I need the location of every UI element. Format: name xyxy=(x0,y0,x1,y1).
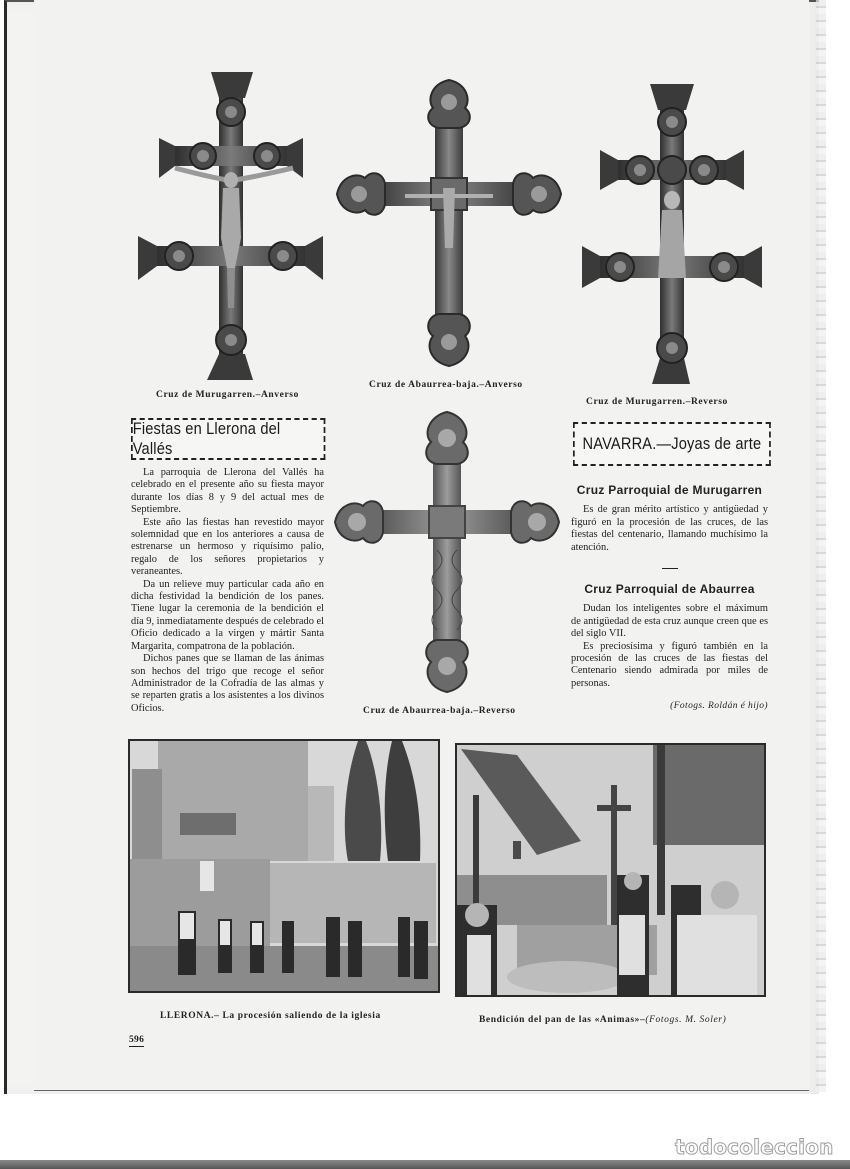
ornate-cross-icon xyxy=(335,78,563,368)
cross-abaurrea-baja-anverso-image xyxy=(335,78,563,368)
paragraph: Es de gran mérito artístico y antigüedad y figuró en la procesión de las cruces, de las fiestas del centenario, llamando muchísimo la atención. xyxy=(571,504,768,553)
paragraph: Dudan los inteligentes sobre el máximum de antigüedad de esta cruz aunque creen que es del siglo VII. xyxy=(571,603,768,640)
caption-cross-abaurrea-baja-reverso: Cruz de Abaurrea-baja.–Reverso xyxy=(363,706,516,716)
photo-llerona-procession xyxy=(128,739,440,993)
caption-photo-animas-credit: (Fotogs. M. Soler) xyxy=(645,1015,727,1025)
cross-murugarren-anverso-image xyxy=(135,68,325,384)
paragraph: Da un relieve muy particular cada año en dicha festividad la bendición de los panes. Tiene lugar la ceremonia de la bendición el día 9, inmediatamente después de celebrado el Oficio dedicado a la virgen y mártir Santa Margarita, compatrona de la población. xyxy=(131,578,325,652)
ornate-cross-icon xyxy=(333,410,561,694)
headline-navarra xyxy=(573,422,771,466)
subhead-abaurrea: Cruz Parroquial de Abaurrea xyxy=(584,582,755,597)
photo-animas-bread-blessing xyxy=(455,743,766,997)
headline-navarra-text: NAVARRA.—Joyas de arte xyxy=(582,434,762,453)
article-llerona-body xyxy=(131,467,324,715)
article-navarra-body xyxy=(571,484,768,713)
page-number: 596 xyxy=(129,1035,145,1045)
watermark: todocoleccion xyxy=(675,1135,834,1159)
procession-photo-icon xyxy=(130,741,438,991)
caption-cross-abaurrea-baja-anverso: Cruz de Abaurrea-baja.–Anverso xyxy=(369,380,523,390)
caption-photo-animas-title: Bendición del pan de las «Animas»– xyxy=(479,1015,646,1025)
paragraph: La parroquia de Llerona del Vallés ha celebrado en el presente año su fiesta mayor durante los días 8 y 9 del actual mes de Septiembre. xyxy=(131,467,324,516)
caption-photo-animas xyxy=(479,1015,726,1025)
blessing-photo-icon xyxy=(457,745,764,995)
headline-llerona-text: Fiestas en Llerona del Vallés xyxy=(132,419,281,458)
paragraph: Es preciosísima y figuró también en la procesión de las cruces de las fiestas del Centenario siendo admirada por miles de personas. xyxy=(571,640,768,689)
caption-cross-murugarren-anverso: Cruz de Murugarren.–Anverso xyxy=(156,390,299,400)
cross-abaurrea-baja-reverso-image xyxy=(333,410,561,694)
caption-cross-murugarren-reverso: Cruz de Murugarren.–Reverso xyxy=(586,397,728,407)
double-cross-icon xyxy=(135,68,325,384)
caption-photo-llerona: LLERONA.– La procesión saliendo de la iglesia xyxy=(160,1011,381,1021)
torn-edge xyxy=(816,0,826,1092)
headline-llerona xyxy=(131,418,325,460)
photo-credit: (Fotogs. Roldán é hijo) xyxy=(670,701,768,712)
subhead-murugarren: Cruz Parroquial de Murugarren xyxy=(576,483,763,497)
paragraph: Este año las fiestas han revestido mayor solemnidad que en los anteriores a causa de estrenarse un hermoso y riquísimo palio, regalo de los señores propietarios y veraneantes. xyxy=(131,516,324,578)
double-cross-icon xyxy=(580,82,764,388)
cross-murugarren-reverso-image xyxy=(580,82,764,388)
scan-bottom-edge xyxy=(0,1160,850,1169)
section-divider xyxy=(662,568,678,569)
paragraph: Dichos panes que se llaman de las ánimas son hechos del trigo que recoge el señor Administrador de la Cofradía de las almas y se reparten gratis a los asistentes a los divinos Oficios. xyxy=(131,653,324,714)
